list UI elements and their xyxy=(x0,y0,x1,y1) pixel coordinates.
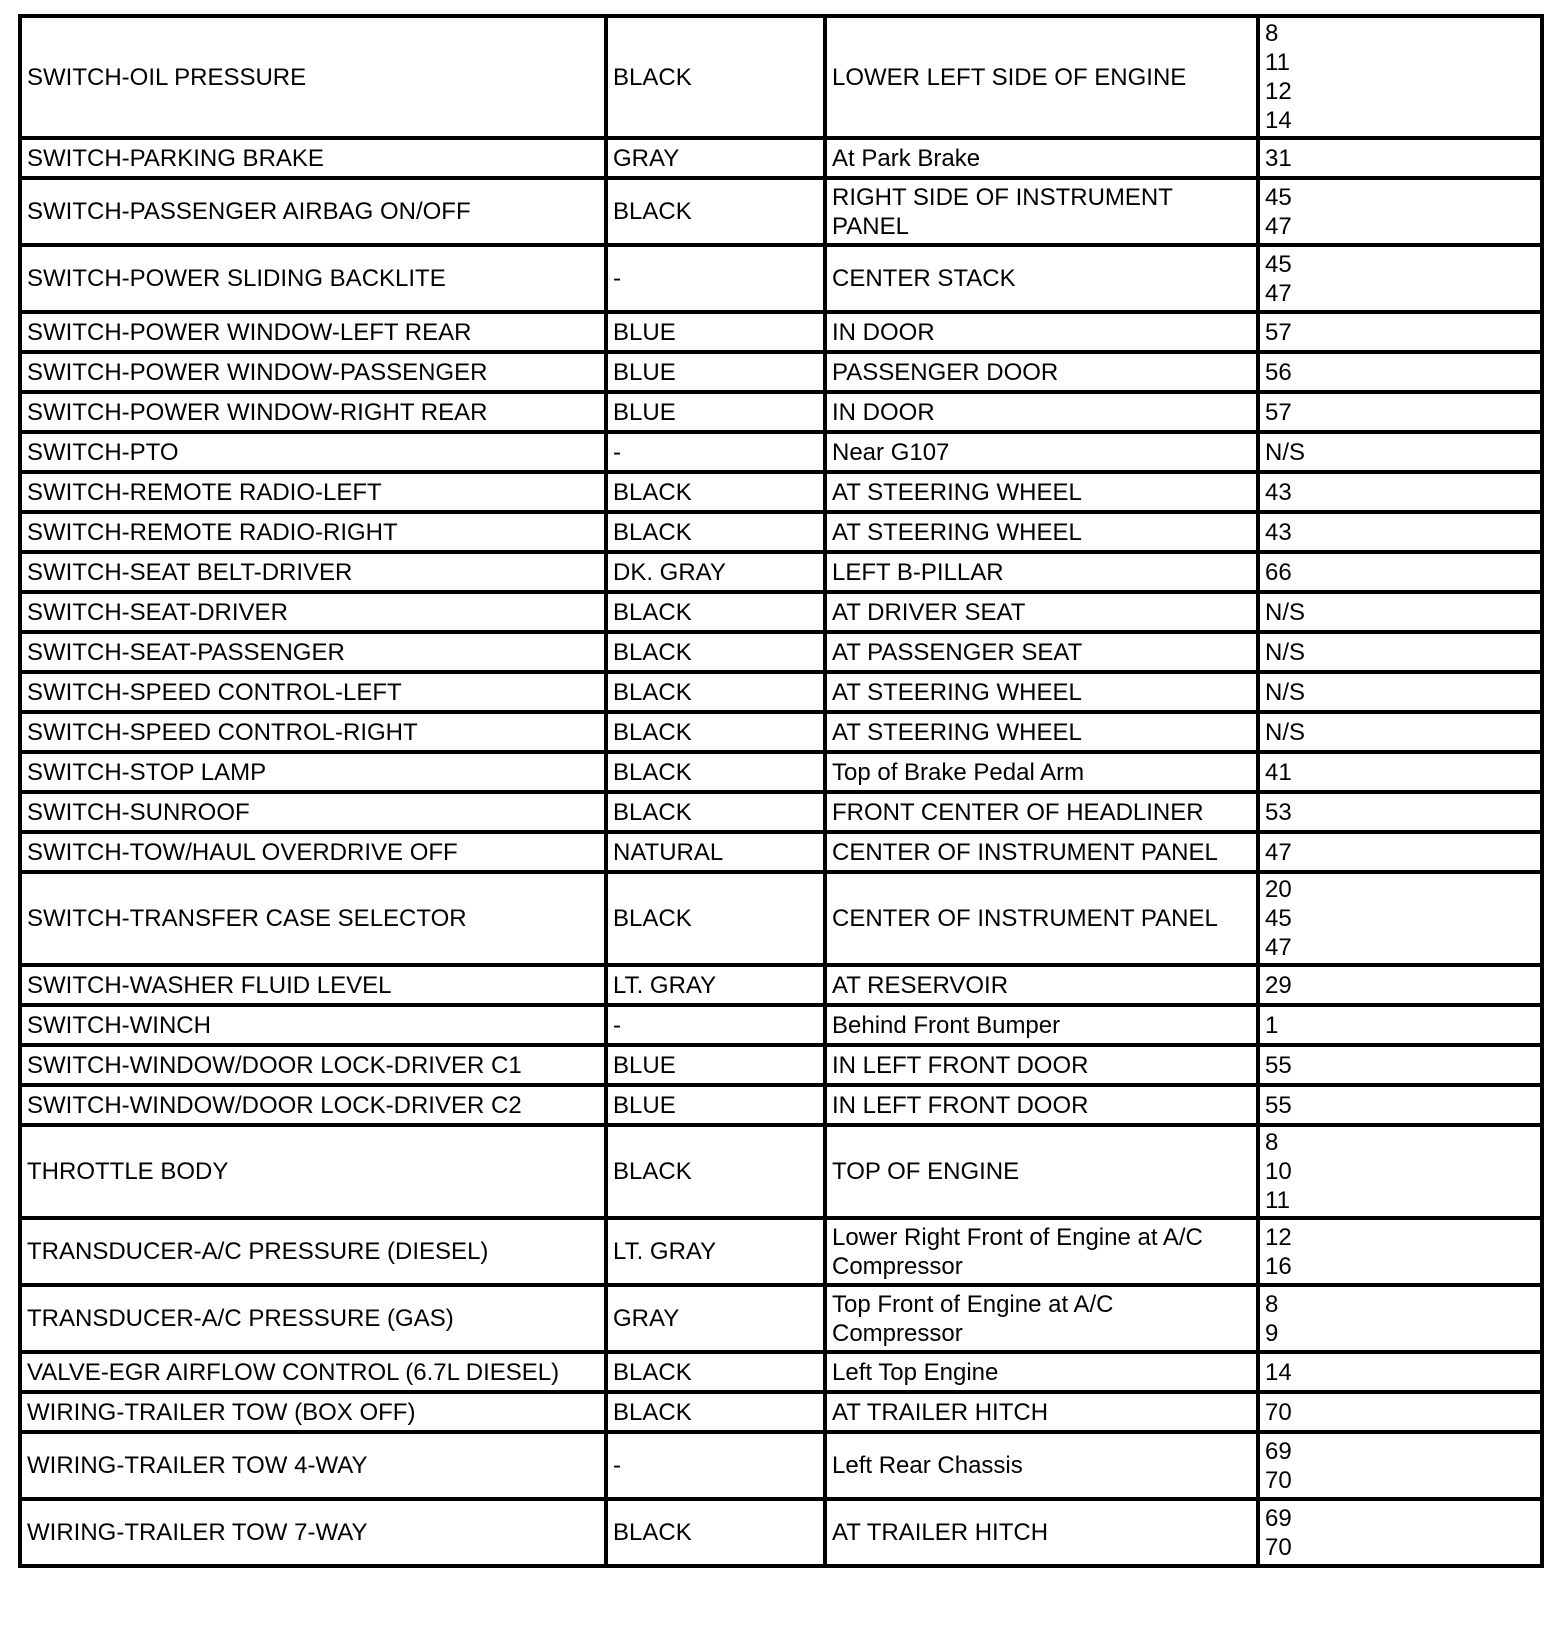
table-row xyxy=(20,1218,1542,1285)
location-cell: AT TRAILER HITCH xyxy=(825,1392,1258,1432)
location-cell: PASSENGER DOOR xyxy=(825,352,1258,392)
connector-color-cell: - xyxy=(606,1432,825,1499)
figure-numbers-cell: 43 xyxy=(1258,472,1542,512)
location-cell: Near G107 xyxy=(825,432,1258,472)
figure-numbers-cell: 8 11 12 14 xyxy=(1258,16,1542,138)
table-row xyxy=(20,832,1542,872)
connector-color-cell: BLUE xyxy=(606,352,825,392)
connector-color-cell: BLUE xyxy=(606,392,825,432)
component-cell: SWITCH-WINCH xyxy=(20,1005,606,1045)
table-row xyxy=(20,1499,1542,1566)
figure-numbers-cell: 20 45 47 xyxy=(1258,872,1542,965)
table-row xyxy=(20,392,1542,432)
table-body xyxy=(20,16,1542,1566)
figure-numbers-cell: 1 xyxy=(1258,1005,1542,1045)
component-cell: SWITCH-POWER WINDOW-LEFT REAR xyxy=(20,312,606,352)
table-row xyxy=(20,592,1542,632)
location-cell: Top Front of Engine at A/C Compressor xyxy=(825,1285,1258,1352)
connector-color-cell: BLACK xyxy=(606,16,825,138)
location-cell: AT STEERING WHEEL xyxy=(825,672,1258,712)
figure-numbers-cell: 41 xyxy=(1258,752,1542,792)
figure-numbers-cell: 47 xyxy=(1258,832,1542,872)
table-row xyxy=(20,965,1542,1005)
component-cell: SWITCH-TOW/HAUL OVERDRIVE OFF xyxy=(20,832,606,872)
figure-numbers-cell: 70 xyxy=(1258,1392,1542,1432)
component-cell: SWITCH-SEAT-PASSENGER xyxy=(20,632,606,672)
figure-numbers-cell: 69 70 xyxy=(1258,1432,1542,1499)
table-row xyxy=(20,1392,1542,1432)
component-cell: WIRING-TRAILER TOW 4-WAY xyxy=(20,1432,606,1499)
connector-color-cell: BLUE xyxy=(606,312,825,352)
component-cell: WIRING-TRAILER TOW 7-WAY xyxy=(20,1499,606,1566)
figure-numbers-cell: 56 xyxy=(1258,352,1542,392)
connector-color-cell: BLACK xyxy=(606,1499,825,1566)
table-row xyxy=(20,1352,1542,1392)
component-cell: SWITCH-SPEED CONTROL-LEFT xyxy=(20,672,606,712)
figure-numbers-cell: 31 xyxy=(1258,138,1542,178)
connector-color-cell: BLACK xyxy=(606,1125,825,1218)
component-cell: SWITCH-OIL PRESSURE xyxy=(20,16,606,138)
connector-color-cell: GRAY xyxy=(606,1285,825,1352)
component-cell: SWITCH-REMOTE RADIO-RIGHT xyxy=(20,512,606,552)
figure-numbers-cell: N/S xyxy=(1258,672,1542,712)
figure-numbers-cell: 69 70 xyxy=(1258,1499,1542,1566)
component-cell: SWITCH-SPEED CONTROL-RIGHT xyxy=(20,712,606,752)
table-row xyxy=(20,1432,1542,1499)
component-cell: TRANSDUCER-A/C PRESSURE (GAS) xyxy=(20,1285,606,1352)
connector-color-cell: NATURAL xyxy=(606,832,825,872)
component-cell: SWITCH-SEAT-DRIVER xyxy=(20,592,606,632)
table-row xyxy=(20,432,1542,472)
location-cell: LEFT B-PILLAR xyxy=(825,552,1258,592)
location-cell: AT DRIVER SEAT xyxy=(825,592,1258,632)
location-cell: CENTER STACK xyxy=(825,245,1258,312)
table-row xyxy=(20,1045,1542,1085)
table-row xyxy=(20,512,1542,552)
connector-color-cell: BLACK xyxy=(606,672,825,712)
connector-color-cell: - xyxy=(606,432,825,472)
connector-color-cell: - xyxy=(606,245,825,312)
table-row xyxy=(20,178,1542,245)
connector-color-cell: BLACK xyxy=(606,752,825,792)
figure-numbers-cell: N/S xyxy=(1258,592,1542,632)
component-cell: SWITCH-WASHER FLUID LEVEL xyxy=(20,965,606,1005)
figure-numbers-cell: N/S xyxy=(1258,432,1542,472)
location-cell: LOWER LEFT SIDE OF ENGINE xyxy=(825,16,1258,138)
table-row xyxy=(20,1125,1542,1218)
connector-color-cell: GRAY xyxy=(606,138,825,178)
connector-color-cell: BLACK xyxy=(606,632,825,672)
figure-numbers-cell: 12 16 xyxy=(1258,1218,1542,1285)
component-cell: WIRING-TRAILER TOW (BOX OFF) xyxy=(20,1392,606,1432)
component-cell: SWITCH-WINDOW/DOOR LOCK-DRIVER C2 xyxy=(20,1085,606,1125)
component-cell: SWITCH-POWER WINDOW-PASSENGER xyxy=(20,352,606,392)
component-cell: SWITCH-POWER SLIDING BACKLITE xyxy=(20,245,606,312)
location-cell: TOP OF ENGINE xyxy=(825,1125,1258,1218)
location-cell: Lower Right Front of Engine at A/C Compressor xyxy=(825,1218,1258,1285)
table-row xyxy=(20,312,1542,352)
connector-color-cell: BLACK xyxy=(606,472,825,512)
component-cell: TRANSDUCER-A/C PRESSURE (DIESEL) xyxy=(20,1218,606,1285)
connector-color-cell: BLACK xyxy=(606,592,825,632)
component-cell: SWITCH-PTO xyxy=(20,432,606,472)
component-cell: SWITCH-WINDOW/DOOR LOCK-DRIVER C1 xyxy=(20,1045,606,1085)
table-row xyxy=(20,138,1542,178)
location-cell: AT TRAILER HITCH xyxy=(825,1499,1258,1566)
figure-numbers-cell: 55 xyxy=(1258,1045,1542,1085)
table-row xyxy=(20,472,1542,512)
location-cell: Left Top Engine xyxy=(825,1352,1258,1392)
component-cell: SWITCH-PASSENGER AIRBAG ON/OFF xyxy=(20,178,606,245)
figure-numbers-cell: N/S xyxy=(1258,712,1542,752)
figure-numbers-cell: 57 xyxy=(1258,392,1542,432)
connector-color-cell: - xyxy=(606,1005,825,1045)
component-cell: SWITCH-TRANSFER CASE SELECTOR xyxy=(20,872,606,965)
figure-numbers-cell: 55 xyxy=(1258,1085,1542,1125)
table-row xyxy=(20,552,1542,592)
connector-color-cell: LT. GRAY xyxy=(606,1218,825,1285)
table-row xyxy=(20,1085,1542,1125)
component-cell: SWITCH-REMOTE RADIO-LEFT xyxy=(20,472,606,512)
figure-numbers-cell: 8 9 xyxy=(1258,1285,1542,1352)
connector-color-cell: BLACK xyxy=(606,1392,825,1432)
figure-numbers-cell: 14 xyxy=(1258,1352,1542,1392)
figure-numbers-cell: 29 xyxy=(1258,965,1542,1005)
connector-color-cell: BLUE xyxy=(606,1045,825,1085)
figure-numbers-cell: 45 47 xyxy=(1258,178,1542,245)
location-cell: RIGHT SIDE OF INSTRUMENT PANEL xyxy=(825,178,1258,245)
connector-color-cell: BLACK xyxy=(606,872,825,965)
location-cell: IN LEFT FRONT DOOR xyxy=(825,1085,1258,1125)
table-row xyxy=(20,752,1542,792)
figure-numbers-cell: 8 10 11 xyxy=(1258,1125,1542,1218)
location-cell: IN DOOR xyxy=(825,392,1258,432)
component-cell: SWITCH-STOP LAMP xyxy=(20,752,606,792)
location-cell: Left Rear Chassis xyxy=(825,1432,1258,1499)
component-cell: SWITCH-POWER WINDOW-RIGHT REAR xyxy=(20,392,606,432)
table-row xyxy=(20,16,1542,138)
location-cell: FRONT CENTER OF HEADLINER xyxy=(825,792,1258,832)
figure-numbers-cell: 66 xyxy=(1258,552,1542,592)
location-cell: CENTER OF INSTRUMENT PANEL xyxy=(825,832,1258,872)
connector-location-table xyxy=(18,14,1544,1568)
location-cell: AT STEERING WHEEL xyxy=(825,512,1258,552)
component-cell: SWITCH-PARKING BRAKE xyxy=(20,138,606,178)
figure-numbers-cell: 57 xyxy=(1258,312,1542,352)
location-cell: AT STEERING WHEEL xyxy=(825,712,1258,752)
connector-color-cell: BLACK xyxy=(606,512,825,552)
component-cell: VALVE-EGR AIRFLOW CONTROL (6.7L DIESEL) xyxy=(20,1352,606,1392)
table-row xyxy=(20,245,1542,312)
table-row xyxy=(20,352,1542,392)
connector-color-cell: BLACK xyxy=(606,712,825,752)
connector-color-cell: BLUE xyxy=(606,1085,825,1125)
connector-color-cell: BLACK xyxy=(606,792,825,832)
table-row xyxy=(20,632,1542,672)
component-cell: THROTTLE BODY xyxy=(20,1125,606,1218)
table-row xyxy=(20,712,1542,752)
location-cell: AT STEERING WHEEL xyxy=(825,472,1258,512)
table-row xyxy=(20,672,1542,712)
location-cell: IN LEFT FRONT DOOR xyxy=(825,1045,1258,1085)
connector-color-cell: BLACK xyxy=(606,1352,825,1392)
location-cell: IN DOOR xyxy=(825,312,1258,352)
location-cell: AT PASSENGER SEAT xyxy=(825,632,1258,672)
location-cell: AT RESERVOIR xyxy=(825,965,1258,1005)
location-cell: Top of Brake Pedal Arm xyxy=(825,752,1258,792)
table-row xyxy=(20,792,1542,832)
component-cell: SWITCH-SUNROOF xyxy=(20,792,606,832)
table-row xyxy=(20,1005,1542,1045)
figure-numbers-cell: N/S xyxy=(1258,632,1542,672)
figure-numbers-cell: 53 xyxy=(1258,792,1542,832)
connector-color-cell: LT. GRAY xyxy=(606,965,825,1005)
table-row xyxy=(20,1285,1542,1352)
location-cell: At Park Brake xyxy=(825,138,1258,178)
connector-color-cell: BLACK xyxy=(606,178,825,245)
location-cell: CENTER OF INSTRUMENT PANEL xyxy=(825,872,1258,965)
table-row xyxy=(20,872,1542,965)
location-cell: Behind Front Bumper xyxy=(825,1005,1258,1045)
figure-numbers-cell: 45 47 xyxy=(1258,245,1542,312)
connector-color-cell: DK. GRAY xyxy=(606,552,825,592)
figure-numbers-cell: 43 xyxy=(1258,512,1542,552)
component-cell: SWITCH-SEAT BELT-DRIVER xyxy=(20,552,606,592)
